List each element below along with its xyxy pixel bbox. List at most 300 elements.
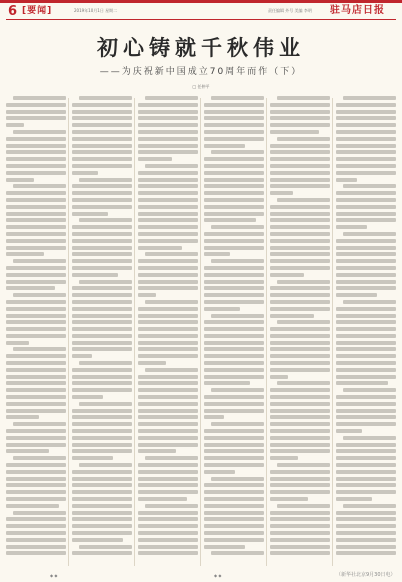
page-footer [6,570,396,580]
text-line [204,402,264,406]
text-column [336,96,396,568]
text-column [138,96,198,568]
text-line [138,429,198,433]
paragraph [138,456,198,501]
text-line [204,497,264,501]
text-line [343,96,396,100]
text-line [270,341,330,345]
text-line [204,116,264,120]
text-line [270,388,330,392]
text-line [138,354,198,358]
text-line [6,137,66,141]
text-line [204,436,264,440]
text-line [72,307,132,311]
masthead-red-bar [0,0,402,3]
paragraph [204,314,264,386]
text-line [72,483,132,487]
text-line [6,164,66,168]
text-line [72,341,132,345]
paragraph [72,361,132,399]
text-line [6,246,66,250]
paragraph [6,511,66,556]
text-line [72,490,132,494]
text-line [336,477,396,481]
text-line [336,252,396,256]
paragraph [336,504,396,556]
text-line [204,171,264,175]
paragraph [336,388,396,433]
paragraph [270,137,330,195]
text-line [270,150,330,154]
text-line [204,320,264,324]
text-line [336,293,377,297]
text-line [204,368,264,372]
paragraph [270,463,330,501]
text-line [79,402,132,406]
text-line [6,375,66,379]
text-line [270,334,330,338]
text-line [6,232,66,236]
text-line [336,470,396,474]
paragraph [270,504,330,556]
text-line [145,96,198,100]
text-line [72,334,132,338]
paragraph [138,368,198,454]
text-line [138,361,166,365]
text-line [270,144,330,148]
text-line [6,395,66,399]
text-line [336,178,357,182]
text-line [336,212,396,216]
text-line [138,178,198,182]
text-line [277,504,330,508]
text-line [204,409,264,413]
text-line [204,266,264,270]
text-line [336,110,396,114]
text-line [138,422,198,426]
text-line [336,354,396,358]
text-line [204,381,250,385]
paragraph [72,96,132,175]
text-line [138,218,198,222]
newspaper-name: 驻马店日报 [330,5,385,16]
text-line [6,361,66,365]
text-line [138,171,198,175]
text-line [72,538,123,542]
paragraph [6,422,66,453]
text-line [72,388,132,392]
paragraph [72,178,132,216]
text-line [204,327,264,331]
text-line [270,368,330,372]
text-line [72,259,132,263]
text-line [6,334,66,338]
text-line [138,116,198,120]
text-line [138,415,198,419]
paragraph [270,96,330,134]
text-line [336,511,396,515]
text-line [79,280,132,284]
paragraph [6,130,66,182]
paragraph [138,252,198,297]
text-line [343,504,396,508]
text-line [138,150,198,154]
text-line [336,205,396,209]
paragraph [72,545,132,556]
text-line [204,415,224,419]
text-line [6,198,66,202]
text-line [204,334,264,338]
text-line [6,402,66,406]
text-line [79,96,132,100]
text-line [138,225,198,229]
paragraph [72,402,132,460]
text-line [270,184,330,188]
text-line [204,375,264,379]
text-line [145,368,198,372]
text-line [211,96,264,100]
text-line [138,334,198,338]
text-line [211,551,264,555]
column-divider [266,98,267,566]
text-line [13,130,66,134]
text-line [138,545,198,549]
text-line [6,286,55,290]
text-line [72,456,113,460]
text-line [336,531,396,535]
text-line [6,191,66,195]
issue-date: 2019年10月1日 星期二 [74,8,118,13]
text-line [270,545,330,549]
text-line [72,157,132,161]
article-title: 初心铸就千秋伟业 [97,35,305,60]
text-line [138,266,198,270]
text-line [204,470,235,474]
text-line [204,184,264,188]
text-line [204,524,264,528]
editor-credits: 责任编辑 外号 美编 李明 [268,8,312,13]
text-line [6,205,66,209]
text-line [270,191,293,195]
text-line [6,171,66,175]
text-line [204,110,264,114]
text-column [270,96,330,568]
text-line [72,470,132,474]
paragraph [138,164,198,250]
text-line [72,422,132,426]
text-line [211,388,264,392]
text-line [79,463,132,467]
text-line [6,409,66,413]
text-line [270,497,308,501]
text-line [336,347,396,351]
paragraph [204,422,264,474]
paragraph [138,300,198,365]
text-line [138,524,198,528]
text-line [270,422,330,426]
text-line [211,259,264,263]
text-line [336,551,396,555]
text-line [270,436,330,440]
text-line [138,327,198,331]
text-line [6,150,66,154]
text-line [72,130,132,134]
text-line [138,144,198,148]
text-line [138,103,198,107]
paragraph [204,225,264,256]
column-divider [200,98,201,566]
masthead [0,0,402,22]
text-line [270,443,330,447]
text-line [270,314,314,318]
paragraph [270,198,330,277]
text-line [138,259,198,263]
text-line [336,103,396,107]
text-line [138,381,198,385]
text-line [270,171,330,175]
text-line [270,490,330,494]
text-line [138,531,198,535]
text-line [204,545,245,549]
text-line [72,497,132,501]
text-line [145,252,198,256]
text-line [204,280,264,284]
text-line [204,504,264,508]
text-line [336,150,396,154]
text-line [204,361,264,365]
text-line [72,381,132,385]
text-line [204,286,264,290]
text-line [138,286,198,290]
paragraph [270,280,330,318]
text-line [277,463,330,467]
masthead-rule [6,19,396,20]
text-line [6,178,34,182]
text-line [6,144,66,148]
text-line [72,144,132,148]
text-line [13,184,66,188]
text-line [13,293,66,297]
text-line [138,347,198,351]
text-line [72,368,132,372]
text-line [343,184,396,188]
paragraph [336,96,396,182]
text-line [211,150,264,154]
text-line [270,103,330,107]
text-line [6,477,66,481]
text-line [270,239,330,243]
text-line [138,538,198,542]
text-line [6,463,66,467]
text-line [270,551,330,555]
text-line [270,178,330,182]
text-line [204,354,264,358]
text-line [72,246,132,250]
text-line [270,266,330,270]
text-line [270,252,330,256]
text-line [138,402,198,406]
paragraph [204,150,264,222]
text-line [6,449,49,453]
text-line [277,320,330,324]
paragraph [6,456,66,508]
text-line [6,497,66,501]
text-line [270,415,330,419]
text-line [138,517,198,521]
article-author: □ 任仲平 [192,84,210,89]
text-line [138,341,198,345]
text-line [72,354,92,358]
text-line [72,232,132,236]
text-line [204,347,264,351]
paragraph [336,436,396,501]
paragraph [72,463,132,542]
text-line [204,456,264,460]
text-line [204,123,264,127]
column-divider [68,98,69,566]
text-line [336,218,396,222]
text-line [138,246,182,250]
text-line [138,239,198,243]
text-line [277,381,330,385]
text-line [6,551,66,555]
text-line [72,300,132,304]
text-line [72,286,132,290]
text-line [270,477,330,481]
text-line [343,388,396,392]
text-line [138,490,198,494]
text-line [6,239,66,243]
text-line [72,252,132,256]
text-line [204,531,264,535]
text-line [270,212,330,216]
text-line [270,347,330,351]
text-line [270,307,330,311]
text-line [6,123,24,127]
text-line [277,96,330,100]
text-line [72,110,132,114]
text-line [72,443,132,447]
text-line [138,395,198,399]
text-line [204,538,264,542]
text-line [138,198,198,202]
text-line [336,375,396,379]
text-line [336,157,396,161]
text-line [270,205,330,209]
text-line [72,517,132,521]
text-line [336,171,396,175]
text-line [72,293,132,297]
text-line [145,300,198,304]
text-line [343,436,396,440]
text-line [211,477,264,481]
text-line [72,415,132,419]
paragraph [138,504,198,556]
paragraph [204,259,264,311]
text-line [270,164,330,168]
text-line [13,347,66,351]
text-line [343,232,396,236]
text-line [138,477,198,481]
text-line [270,300,330,304]
paragraph [72,218,132,276]
text-line [270,116,330,120]
text-line [138,130,198,134]
text-line [204,300,264,304]
text-line [6,252,44,256]
text-line [204,212,264,216]
text-line [336,361,396,365]
text-line [277,198,330,202]
text-line [138,273,198,277]
text-line [6,443,66,447]
paragraph [6,347,66,419]
paragraph [204,388,264,419]
text-line [204,463,264,467]
text-line [336,395,396,399]
text-line [72,191,132,195]
text-line [138,388,198,392]
text-line [204,218,256,222]
text-line [6,429,66,433]
text-line [138,280,198,284]
text-line [6,388,66,392]
text-line [270,110,330,114]
text-line [6,320,66,324]
text-line [72,436,132,440]
text-line [270,429,330,433]
text-line [6,212,66,216]
text-line [6,327,66,331]
text-line [204,307,240,311]
text-line [204,490,264,494]
text-line [270,449,330,453]
text-line [6,531,66,535]
text-line [204,205,264,209]
text-line [336,273,396,277]
text-line [138,205,198,209]
text-line [204,252,230,256]
paragraph [6,259,66,290]
paragraph [204,551,264,555]
text-line [6,517,66,521]
text-line [6,524,66,528]
paragraph [336,300,396,386]
text-line [270,456,298,460]
text-line [336,490,396,494]
text-line [270,531,330,535]
text-line [336,538,396,542]
text-line [6,538,66,542]
text-line [204,341,264,345]
paragraph [6,96,66,127]
text-line [336,191,396,195]
text-line [72,477,132,481]
footer-dateline: （新华社北京9月30日电） [336,572,396,578]
text-line [270,259,330,263]
text-line [145,504,198,508]
text-line [79,361,132,365]
text-line [72,212,108,216]
text-line [270,511,330,515]
text-line [204,511,264,515]
text-line [138,375,198,379]
text-line [270,218,330,222]
text-line [145,164,198,168]
footer-ornament-middle: ◆ ◆ [214,573,222,578]
text-line [6,314,66,318]
text-line [277,137,330,141]
